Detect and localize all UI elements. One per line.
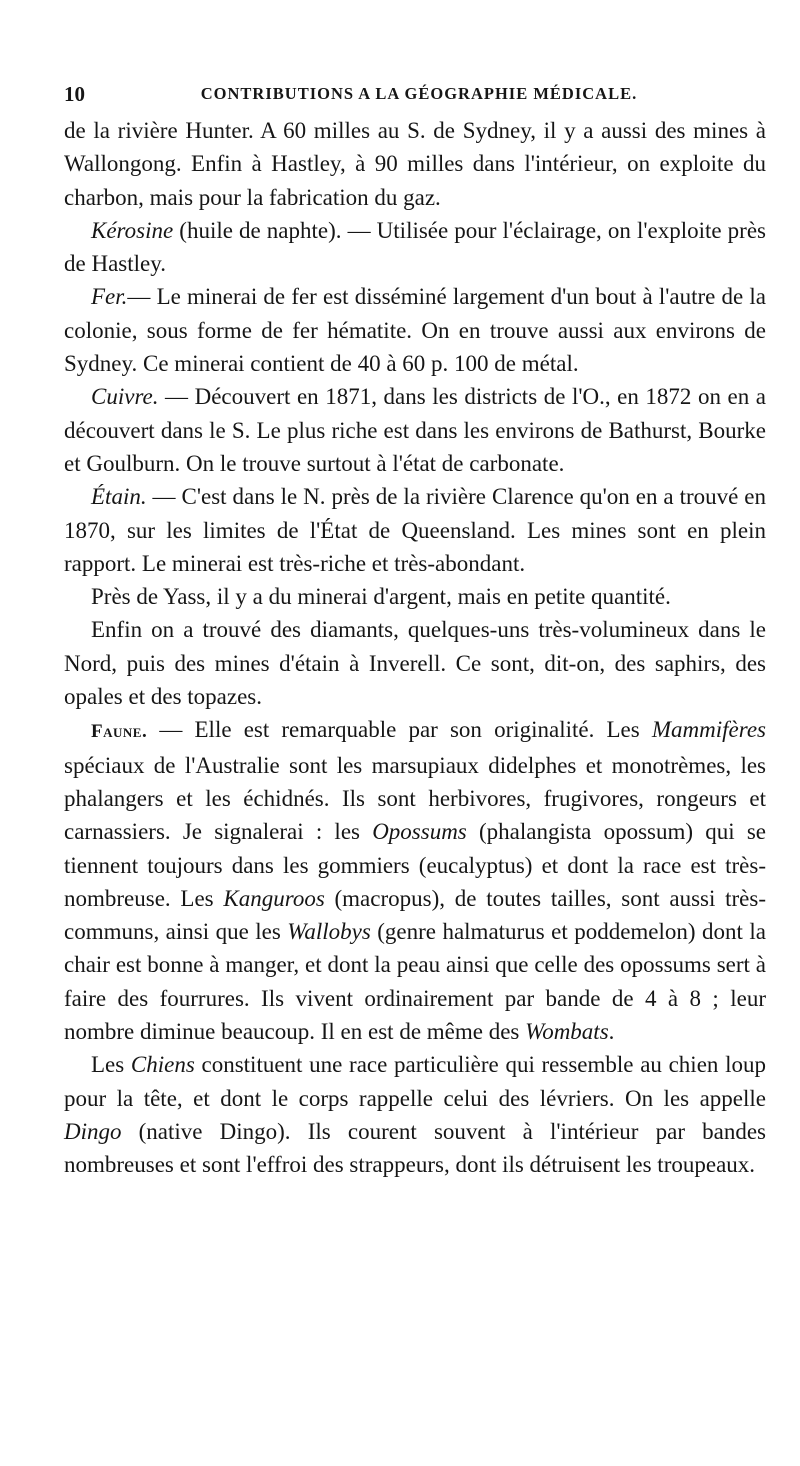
paragraph-text: Enfin on a trouvé des diamants, quelques-uns très-volumineux dans le Nord, puis des mines d'étain à Inverell. Ce sont, dit-on, des saphirs, des opales et des topazes. [64, 617, 766, 710]
italic-term: Mammifères [651, 717, 766, 743]
page-number: 10 [64, 82, 85, 106]
italic-term: Opossums [372, 819, 467, 845]
paragraph-text: Les [91, 1052, 131, 1078]
italic-term: Wallobys [287, 919, 371, 945]
paragraph-charbon [64, 114, 766, 214]
section-term: Étain. [91, 484, 147, 510]
italic-term: Dingo [64, 1118, 122, 1144]
paragraph-faune [64, 713, 766, 1048]
italic-term: Kanguroos [223, 885, 325, 911]
italic-term: Wombats [525, 1019, 609, 1045]
paragraph-text: (huile de naphte). — Utilisée pour l'éclairage, on l'exploite près de Hastley. [64, 217, 766, 277]
paragraph-diamants [64, 613, 766, 713]
paragraph-text: — Découvert en 1871, dans les districts de l'O., en 1872 on en a découvert dans le S. Le plus riche est dans les environs de Bathurst, Bourke et Goulburn. On le trouve surtout à l'état de carbonate. [64, 384, 766, 476]
paragraph-text: spéciaux de l'Australie sont les marsupiaux didelphes et monotrèmes, les phalangers et les échidnés. Ils sont herbivores, frugivores, rongeurs et carnassiers. Je signalerai : les [64, 752, 766, 845]
paragraph-fer [64, 280, 766, 380]
running-title: CONTRIBUTIONS A LA GÉOGRAPHIE MÉDICALE. [200, 84, 638, 103]
section-term: Kérosine [91, 217, 174, 243]
paragraph-cuivre [64, 380, 766, 480]
paragraph-text: de la rivière Hunter. A 60 milles au S. de Sydney, il y a aussi des mines à Wallongong. Enfin à Hastley, à 90 milles dans l'intérieur, on exploite du charbon, mais pour la fabrication du gaz. [64, 118, 766, 210]
paragraph-text: constituent une race particulière qui ressemble au chien loup pour la tête, et dont le corps rappelle celui des lévriers. On les appelle [64, 1052, 766, 1111]
paragraph-text: (macropus), de toutes tailles, sont aussi très-communs, ainsi que les [64, 885, 766, 945]
section-term: Fer. [91, 284, 128, 310]
section-heading: Faune. [91, 721, 148, 743]
paragraph-argent [64, 580, 766, 613]
paragraph-text: — Le minerai de fer est disséminé largement d'un bout à l'autre de la colonie, sous forme de fer hématite. On en trouve aussi aux environs de Sydney. Ce minerai contient de 40 à 60 p. 100 de métal. [64, 284, 766, 377]
paragraph-text: — Elle est remarquable par son originalité. Les [147, 717, 652, 743]
section-term: Cuivre. [91, 384, 159, 410]
body-text [64, 114, 766, 1182]
paragraph-kerosine [64, 214, 766, 281]
paragraph-text: . [608, 1019, 615, 1045]
paragraph-etain [64, 480, 766, 580]
paragraph-text: — C'est dans le N. près de la rivière Clarence qu'on en a trouvé en 1870, sur les limites de l'État de Queensland. Les mines sont en plein rapport. Le minerai est très-riche et très-abondant. [64, 484, 766, 576]
paragraph-text: (phalangista opossum) qui se tiennent toujours dans les gommiers (eucalyptus) et dont la race est très-nombreuse. Les [64, 819, 766, 911]
paragraph-text: (genre halmaturus et poddemelon) dont la chair est bonne à manger, et dont la peau ainsi que celle des opossums sert à faire des fourrures. Ils vivent ordinairement par bande de 4 à 8 ; leur nombre diminue beaucoup. Il en est de même des [64, 919, 766, 1045]
paragraph-text: (native Dingo). Ils courent souvent à l'intérieur par bandes nombreuses et sont l'effroi des strappeurs, dont ils détruisent les troupeaux. [64, 1118, 766, 1178]
italic-term: Chiens [130, 1052, 195, 1078]
paragraph-text: Près de Yass, il y a du minerai d'argent, mais en petite quantité. [91, 584, 671, 610]
paragraph-chiens [64, 1048, 766, 1181]
running-head [64, 80, 744, 108]
